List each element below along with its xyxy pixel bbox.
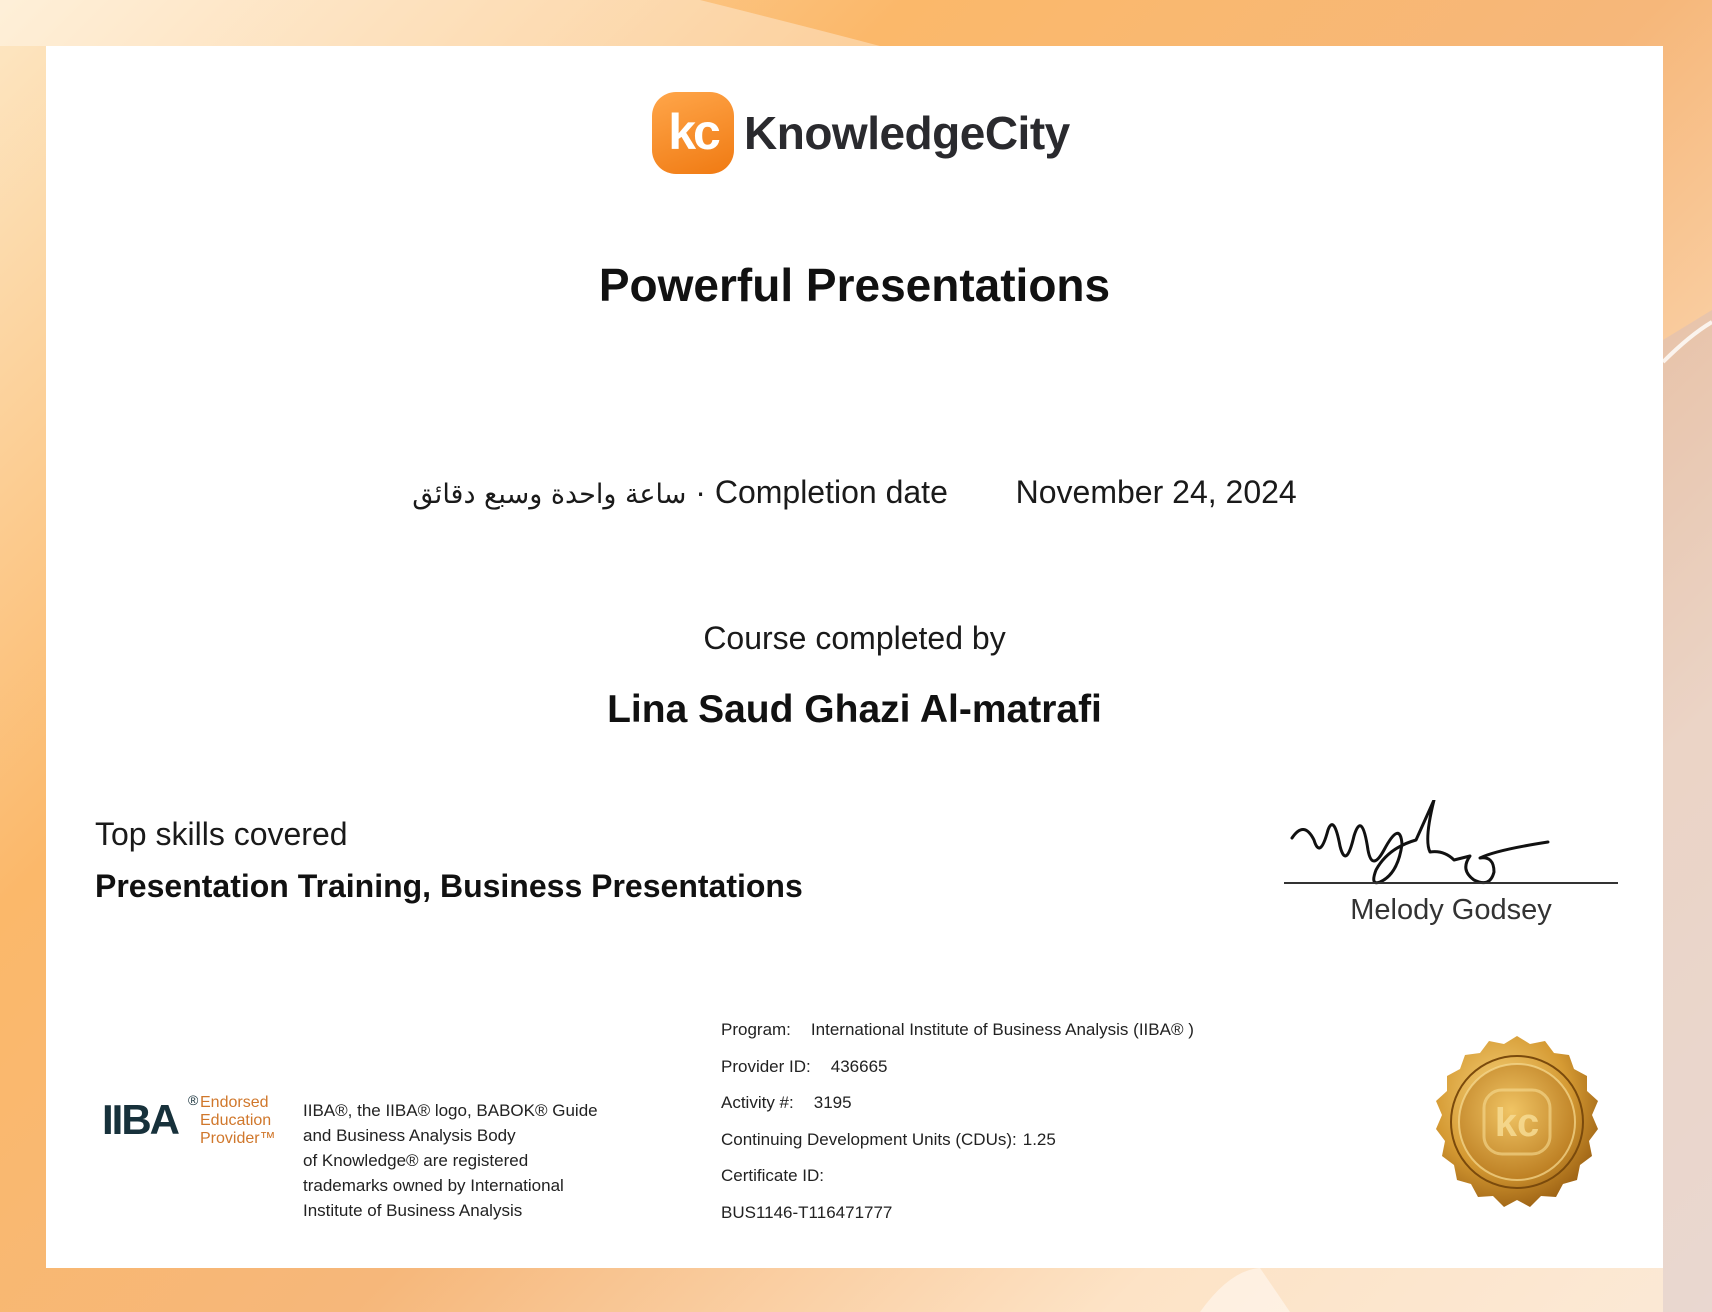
program-details	[721, 1020, 1194, 1239]
trademark-line: of Knowledge® are registered	[303, 1151, 529, 1170]
duration-separator: ·	[695, 474, 706, 510]
program-label: Program:	[721, 1020, 791, 1039]
completion-date-label: Completion date	[714, 474, 948, 510]
seal-mark-text: kc	[1494, 1101, 1540, 1145]
knowledgecity-logo	[652, 92, 1072, 180]
provider-label: Provider ID:	[721, 1056, 811, 1076]
signer-name: Melody Godsey	[1350, 894, 1552, 926]
activity-row	[721, 1093, 1194, 1130]
certificate-page	[46, 46, 1663, 1268]
learner-name: Lina Saud Ghazi Al-matrafi	[607, 688, 1102, 731]
trademark-line: and Business Analysis Body	[303, 1126, 516, 1145]
kc-logo-mark: kc	[652, 92, 734, 174]
gold-seal-icon	[1426, 1034, 1608, 1216]
program-value: International Institute of Business Analysis (IIBA® )	[810, 1020, 1194, 1039]
signature-image	[1284, 800, 1624, 960]
iiba-registered-mark: ®	[188, 1092, 199, 1108]
activity-value: 3195	[813, 1093, 852, 1112]
logo-wordmark: KnowledgeCity	[744, 107, 1070, 159]
trademark-line: trademarks owned by International	[303, 1176, 564, 1195]
program-row	[721, 1020, 1194, 1057]
iiba-endorsed-text: Endorsed Education Provider™	[200, 1094, 276, 1147]
signature-line	[1284, 882, 1618, 884]
skills-list: Presentation Training, Business Presentations	[95, 868, 803, 904]
provider-value: 436665	[830, 1056, 888, 1076]
trademark-line: IIBA®, the IIBA® logo, BABOK® Guide	[303, 1101, 598, 1120]
certificate-id-value-row	[721, 1203, 1194, 1240]
iiba-wordmark: IIBA	[102, 1096, 178, 1143]
completion-line	[46, 474, 1663, 511]
certificate-id-value: BUS1146-T116471777	[721, 1202, 893, 1222]
trademark-line: Institute of Business Analysis	[303, 1201, 523, 1220]
activity-label: Activity #:	[721, 1093, 794, 1112]
course-duration: ساعة واحدة وسبع دقائق	[412, 479, 687, 510]
skills-heading: Top skills covered	[95, 816, 348, 852]
certificate-id-row	[721, 1166, 1194, 1203]
completed-by-label: Course completed by	[703, 620, 1006, 656]
provider-row	[721, 1057, 1194, 1094]
iiba-endorsed-provider-logo	[102, 1092, 280, 1156]
cdu-row	[721, 1130, 1194, 1167]
cdu-value: 1.25	[1022, 1129, 1056, 1149]
certificate-id-label: Certificate ID:	[721, 1166, 824, 1185]
trademark-notice	[303, 1098, 633, 1223]
completion-date: November 24, 2024	[1015, 474, 1297, 510]
cdu-label: Continuing Development Units (CDUs):	[721, 1129, 1017, 1149]
course-title: Powerful Presentations	[598, 259, 1111, 311]
